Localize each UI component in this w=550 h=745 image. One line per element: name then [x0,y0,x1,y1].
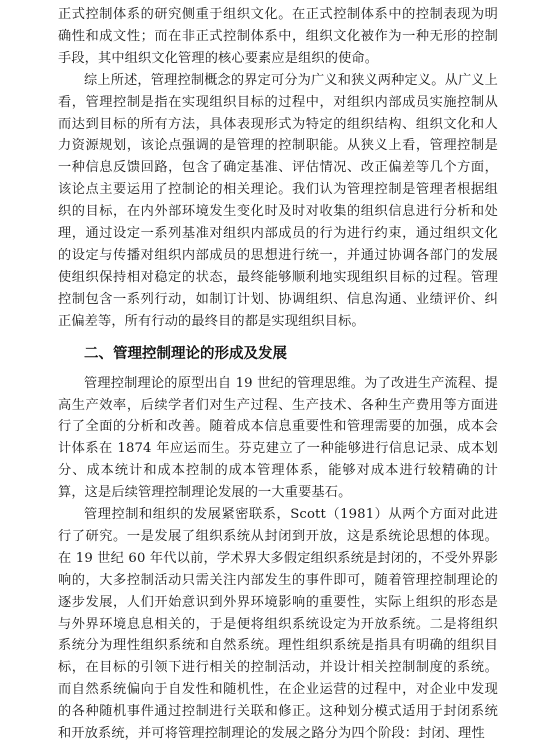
paragraph-theory-origin: 管理控制理论的原型出自 19 世纪的管理思维。为了改进生产流程、提高生产效率，后续学者们对生产过程、生产技术、各种生产费用等方面进行了全面的分析和改善。随着成本信息重要性和管理需要的加强，成本会计体系在 1874 年应运而生。芬克建立了一种能够进行信息记录、成本划分、成本统计和成本控制的成本管理体系，能够对成本进行较精确的计算，这是后续管理控制理论发展的一大重要基石。 [58,375,498,501]
paragraph-organization-development: 管理控制和组织的发展紧密联系，Scott（1981）从两个方面对此进行了研究。一是发展了组织系统从封闭到开放，这是系统论思想的体现。在 19 世纪 60 年代以前，学术界大多假定组织系统是封闭的，不受外界影响的，大多控制活动只需关注内部发生的事件即可，随着管理控制理论的逐步发展，人们开始意识到外界环境影响的重要性，实际上组织的形态是与外界环境息息相关的，于是便将组织系统设定为开放系统。二是将组织系统分为理性组织系统和自然系统。理性组织系统是指具有明确的组织目标，在目标的引领下进行相关的控制活动，并设计相关控制制度的系统。而自然系统偏向于自发性和随机性，在企业运营的过程中，对企业中发现的各种随机事件通过控制进行关联和修正。这种划分模式适用于封闭系统和开放系统，并可将管理控制理论的发展之路分为四个阶段：封闭、理性 [58,507,498,742]
paragraph-definition-summary: 综上所述，管理控制概念的界定可分为广义和狭义两种定义。从广义上看，管理控制是指在实现组织目标的过程中，对组织内部成员实施控制从而达到目标的所有方法，具体表现形式为特定的组织结构、组织文化和人力资源规划，该论点强调的是管理的控制职能。从狭义上看，管理控制是一种信息反馈回路，包含了确定基准、评估情况、改正偏差等几个方面，该论点主要运用了控制论的相关理论。我们认为管理控制是管理者根据组织的目标，在内外部环境发生变化时及时对收集的组织信息进行分析和处理，通过设定一系列基准对组织内部成员的行为进行约束，通过组织文化的设定与传播对组织内部成员的思想进行统一，并通过协调各部门的发展使组织保持相对稳定的状态，最终能够顺利地实现组织目标的过程。管理控制包含一系列行动，如制订计划、协调组织、信息沟通、业绩评价、纠正偏差等，所有行动的最终目的都是实现组织目标。 [58,72,498,329]
paragraph-organizational-culture: 正式控制体系的研究侧重于组织文化。在正式控制体系中的控制表现为明确性和成文性；而在非正式控制体系中，组织文化被作为一种无形的控制手段，其中组织文化管理的核心要素应是组织的使命。 [58,7,498,66]
document-page [58,4,498,745]
section-heading: 二、管理控制理论的形成及发展 [84,345,287,362]
